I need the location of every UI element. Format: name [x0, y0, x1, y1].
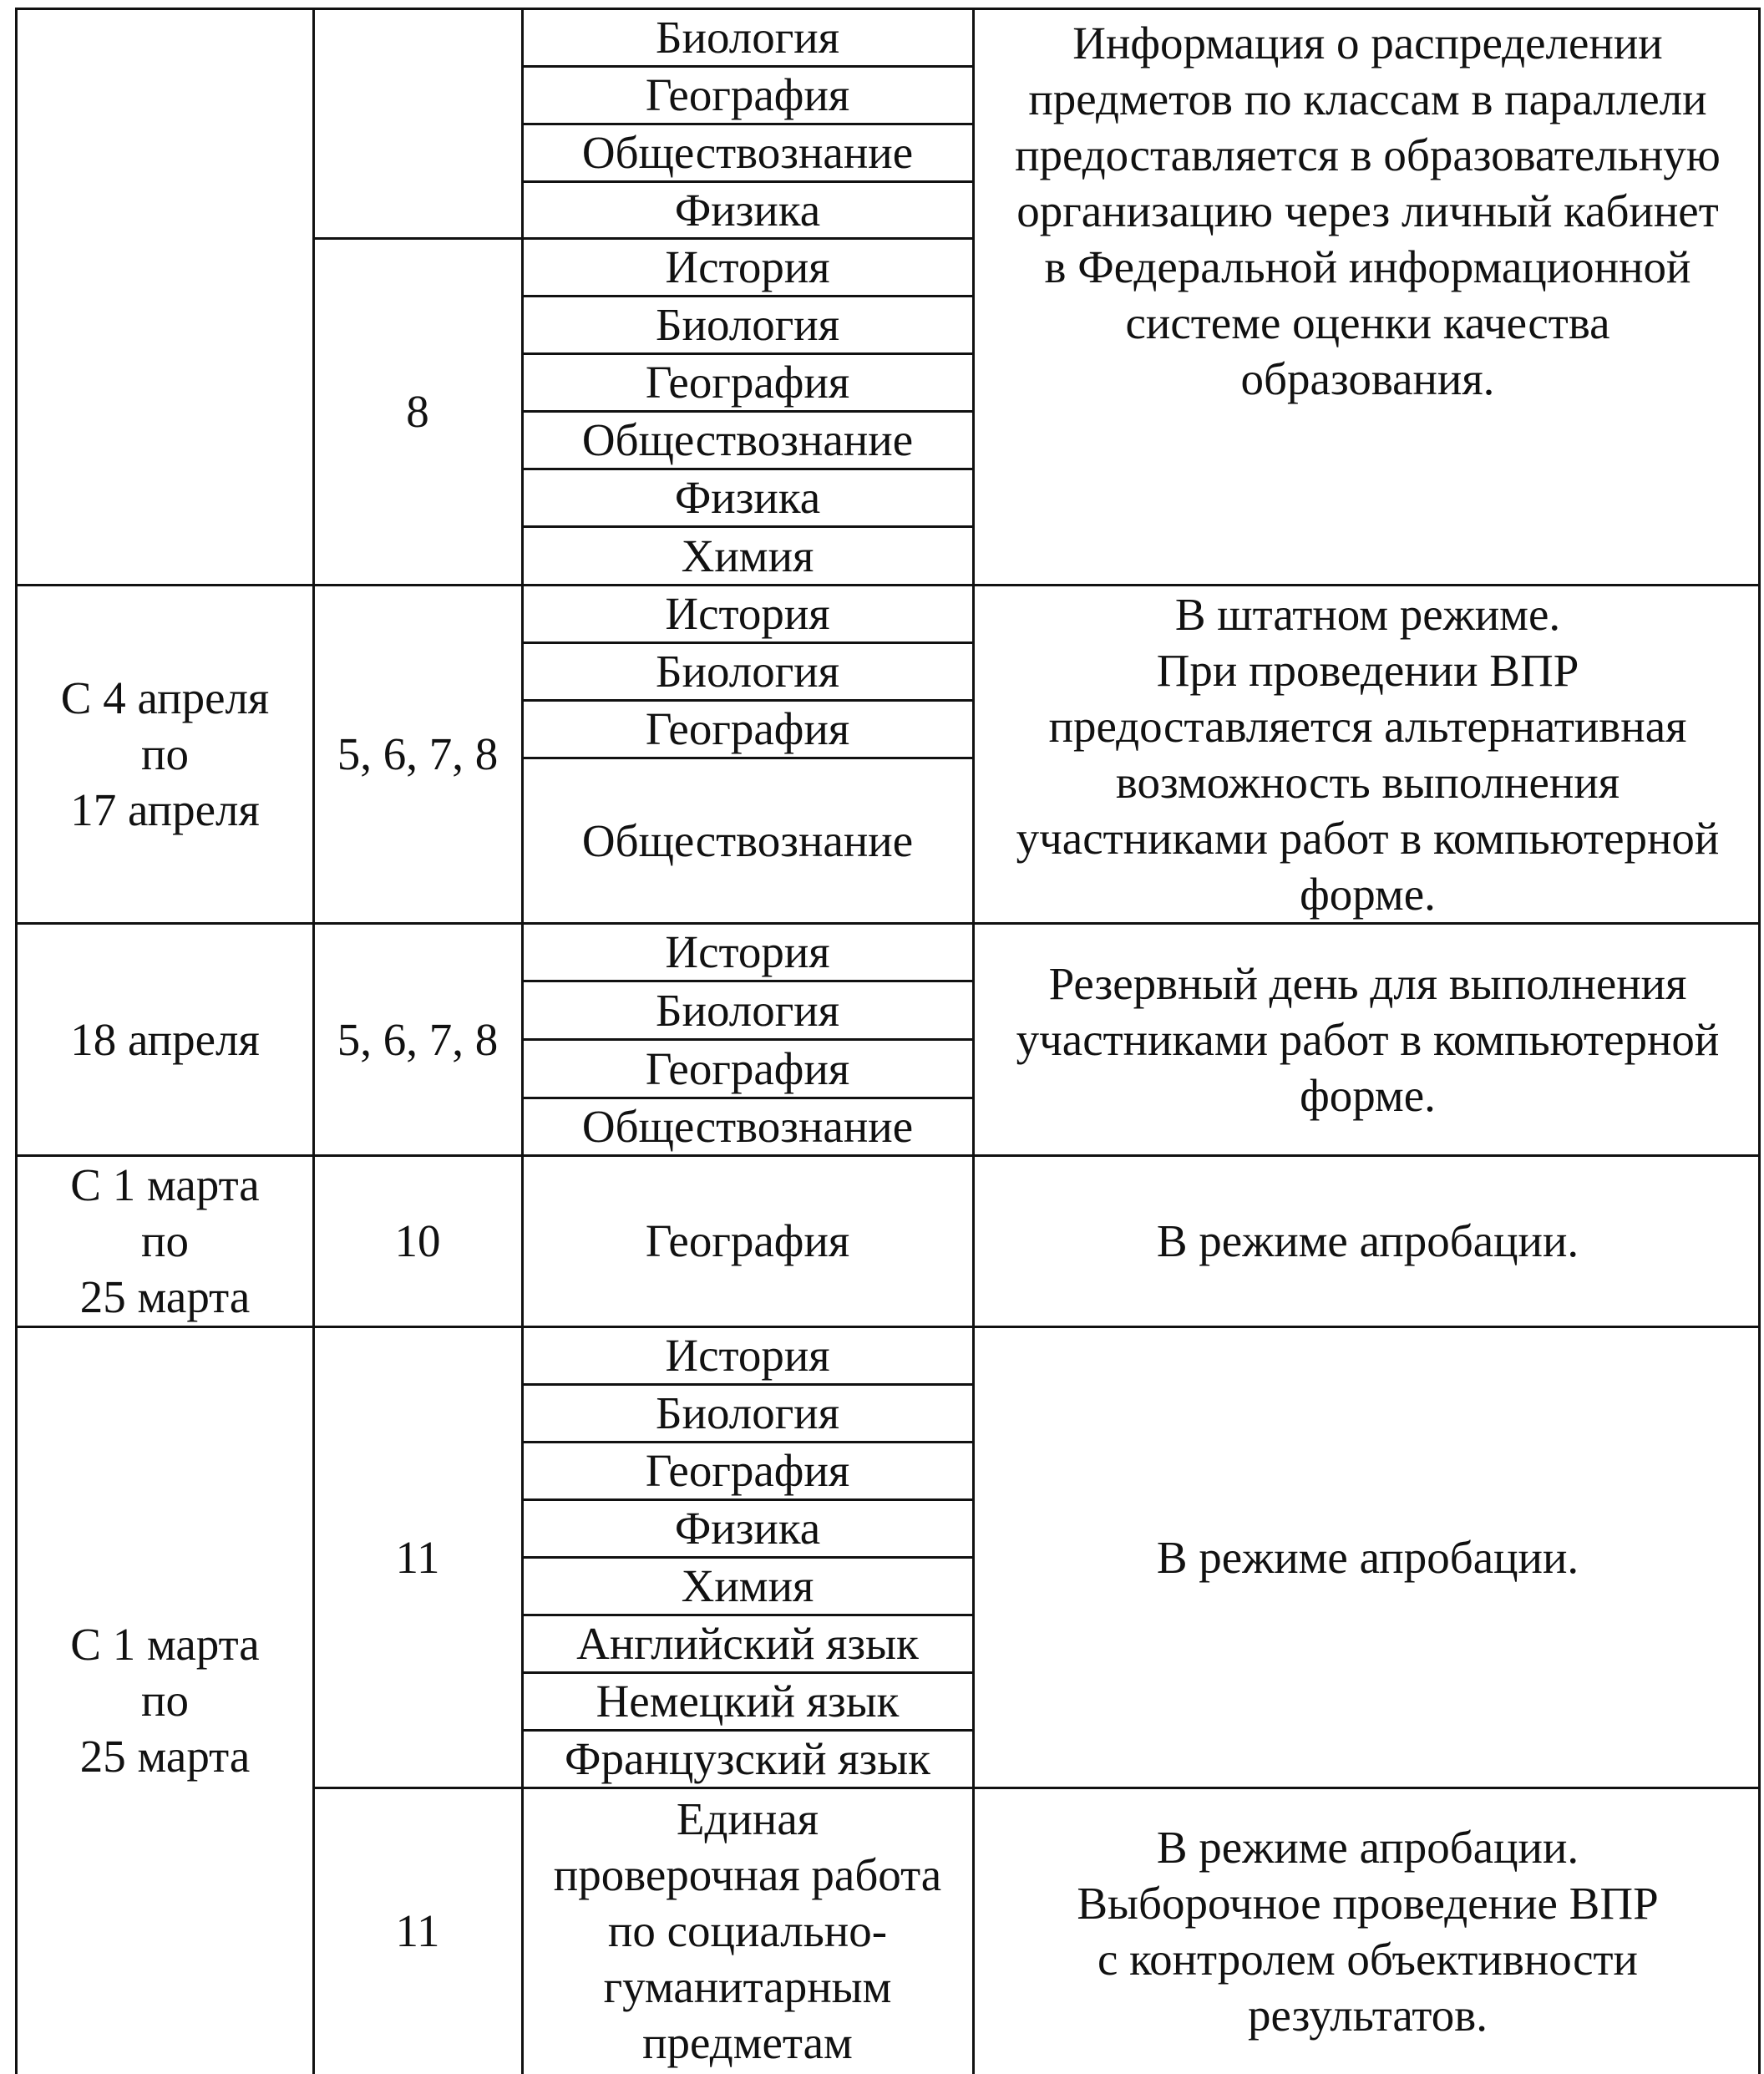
grade-text: 5, 6, 7, 8: [337, 728, 499, 779]
subject-cell: [522, 411, 973, 469]
subject-text: Биология: [655, 12, 840, 63]
subject-text: Единая проверочная работа по социально- гуманитарным предметам: [553, 1793, 942, 2068]
subject-divider: [521, 757, 975, 759]
date-cell: [17, 8, 313, 585]
subject-divider: [521, 699, 975, 702]
grade-cell: [313, 923, 522, 1155]
date-cell: [17, 585, 313, 923]
row-divider: [312, 237, 975, 240]
subject-text: География: [645, 703, 850, 754]
subject-divider: [521, 1671, 975, 1674]
subject-cell: [522, 124, 973, 181]
note-text: Резервный день для выполнения участниками работ в компьютерной форме.: [1016, 957, 1720, 1121]
row-divider: [312, 1787, 1761, 1789]
column-divider: [972, 8, 975, 2074]
grade-cell: [313, 1787, 522, 2074]
subject-cell: [522, 353, 973, 411]
row-divider: [15, 1326, 1761, 1328]
grade-text: 11: [395, 1905, 440, 1956]
table-border: [15, 8, 18, 2074]
subject-divider: [521, 295, 975, 297]
note-cell: [973, 1326, 1762, 1787]
subject-cell: [522, 526, 973, 585]
grade-text: 10: [394, 1215, 441, 1266]
subject-divider: [521, 980, 975, 982]
date-cell: [17, 1155, 313, 1326]
subject-text: История: [665, 1330, 830, 1381]
subject-divider: [521, 1498, 975, 1501]
subject-text: Химия: [681, 1560, 814, 1611]
subject-cell: [522, 1098, 973, 1155]
date-text: С 1 марта по 25 марта: [70, 1159, 260, 1322]
subject-text: География: [645, 1042, 850, 1094]
subject-divider: [521, 1614, 975, 1616]
note-cell: [973, 923, 1762, 1155]
column-divider: [521, 8, 524, 2074]
note-text: В режиме апробации.: [1156, 1215, 1579, 1266]
subject-text: Французский язык: [565, 1733, 930, 1784]
subject-text: Физика: [674, 1503, 821, 1554]
subject-cell: [522, 1384, 973, 1442]
subject-cell: [522, 181, 973, 238]
subject-text: Английский язык: [576, 1618, 919, 1669]
subject-text: Биология: [655, 1387, 840, 1438]
subject-divider: [521, 410, 975, 413]
subject-text: География: [645, 357, 850, 408]
subject-text: Физика: [674, 184, 821, 236]
subject-text: Биология: [655, 646, 840, 697]
note-text: Информация о распределении предметов по классам в параллели предоставляется в образовательную организацию через личный кабинет в Федеральной информационной системе оценки качества образования.: [1015, 18, 1721, 404]
subject-cell: [522, 981, 973, 1039]
subject-text: История: [665, 241, 830, 292]
subject-cell: [522, 1039, 973, 1098]
subject-text: Биология: [655, 299, 840, 350]
subject-cell: [522, 1787, 973, 2074]
subject-cell: [522, 1730, 973, 1787]
subject-text: История: [665, 926, 830, 977]
subject-cell: [522, 1499, 973, 1557]
grade-text: 5, 6, 7, 8: [337, 1013, 499, 1065]
subject-text: Химия: [681, 530, 814, 581]
grade-text: 8: [406, 386, 429, 437]
subject-text: Обществознание: [581, 1101, 914, 1152]
subject-divider: [521, 1556, 975, 1559]
subject-cell: [522, 1155, 973, 1326]
subject-cell: [522, 700, 973, 758]
subject-divider: [521, 525, 975, 528]
subject-divider: [521, 352, 975, 355]
subject-text: История: [665, 588, 830, 639]
subject-divider: [521, 1383, 975, 1386]
subject-text: Биология: [655, 984, 840, 1036]
subject-cell: [522, 585, 973, 642]
subject-divider: [521, 641, 975, 644]
subject-cell: [522, 1326, 973, 1384]
subject-divider: [521, 180, 975, 183]
column-divider: [312, 8, 315, 2074]
note-cell: [973, 1787, 1762, 2074]
table-border: [1758, 8, 1761, 2074]
row-divider: [15, 1154, 1761, 1157]
row-divider: [15, 922, 1761, 925]
subject-text: Обществознание: [581, 814, 914, 866]
subject-divider: [521, 1097, 975, 1099]
subject-text: Обществознание: [581, 127, 914, 178]
date-cell: [17, 1326, 313, 2074]
grade-cell: [313, 1326, 522, 1787]
note-cell: [973, 8, 1762, 585]
date-text: С 1 марта по 25 марта: [70, 1619, 260, 1782]
subject-text: География: [645, 1215, 850, 1266]
subject-cell: [522, 8, 973, 66]
subject-divider: [521, 123, 975, 125]
subject-divider: [521, 468, 975, 470]
table-border: [15, 8, 1761, 10]
note-text: В режиме апробации. Выборочное проведение ВПР с контролем объективности результатов.: [1077, 1821, 1659, 2041]
grade-cell: [313, 1155, 522, 1326]
subject-divider: [521, 1441, 975, 1443]
subject-cell: [522, 1615, 973, 1672]
date-text: С 4 апреля по 17 апреля: [60, 672, 270, 835]
subject-text: Обществознание: [581, 414, 914, 465]
note-cell: [973, 585, 1762, 923]
subject-divider: [521, 1729, 975, 1732]
grade-cell: [313, 585, 522, 923]
subject-cell: [522, 642, 973, 700]
subject-cell: [522, 1442, 973, 1499]
subject-text: Физика: [674, 472, 821, 523]
grade-text: 11: [395, 1531, 440, 1583]
subject-cell: [522, 1557, 973, 1615]
subject-cell: [522, 66, 973, 124]
note-cell: [973, 1155, 1762, 1326]
subject-text: География: [645, 69, 850, 120]
subject-divider: [521, 1038, 975, 1041]
subject-cell: [522, 469, 973, 526]
subject-cell: [522, 923, 973, 981]
subject-cell: [522, 296, 973, 353]
subject-cell: [522, 758, 973, 923]
note-text: В режиме апробации.: [1156, 1531, 1579, 1583]
note-text: В штатном режиме. При проведении ВПР предоставляется альтернативная возможность выполнения участниками работ в компьютерной форме.: [1016, 588, 1720, 920]
subject-text: Немецкий язык: [596, 1676, 900, 1727]
subject-cell: [522, 238, 973, 296]
grade-cell: [313, 238, 522, 585]
date-text: 18 апреля: [70, 1013, 260, 1065]
row-divider: [15, 584, 1761, 586]
date-cell: [17, 923, 313, 1155]
grade-cell: [313, 8, 522, 238]
subject-cell: [522, 1672, 973, 1730]
subject-text: География: [645, 1445, 850, 1496]
subject-divider: [521, 65, 975, 68]
